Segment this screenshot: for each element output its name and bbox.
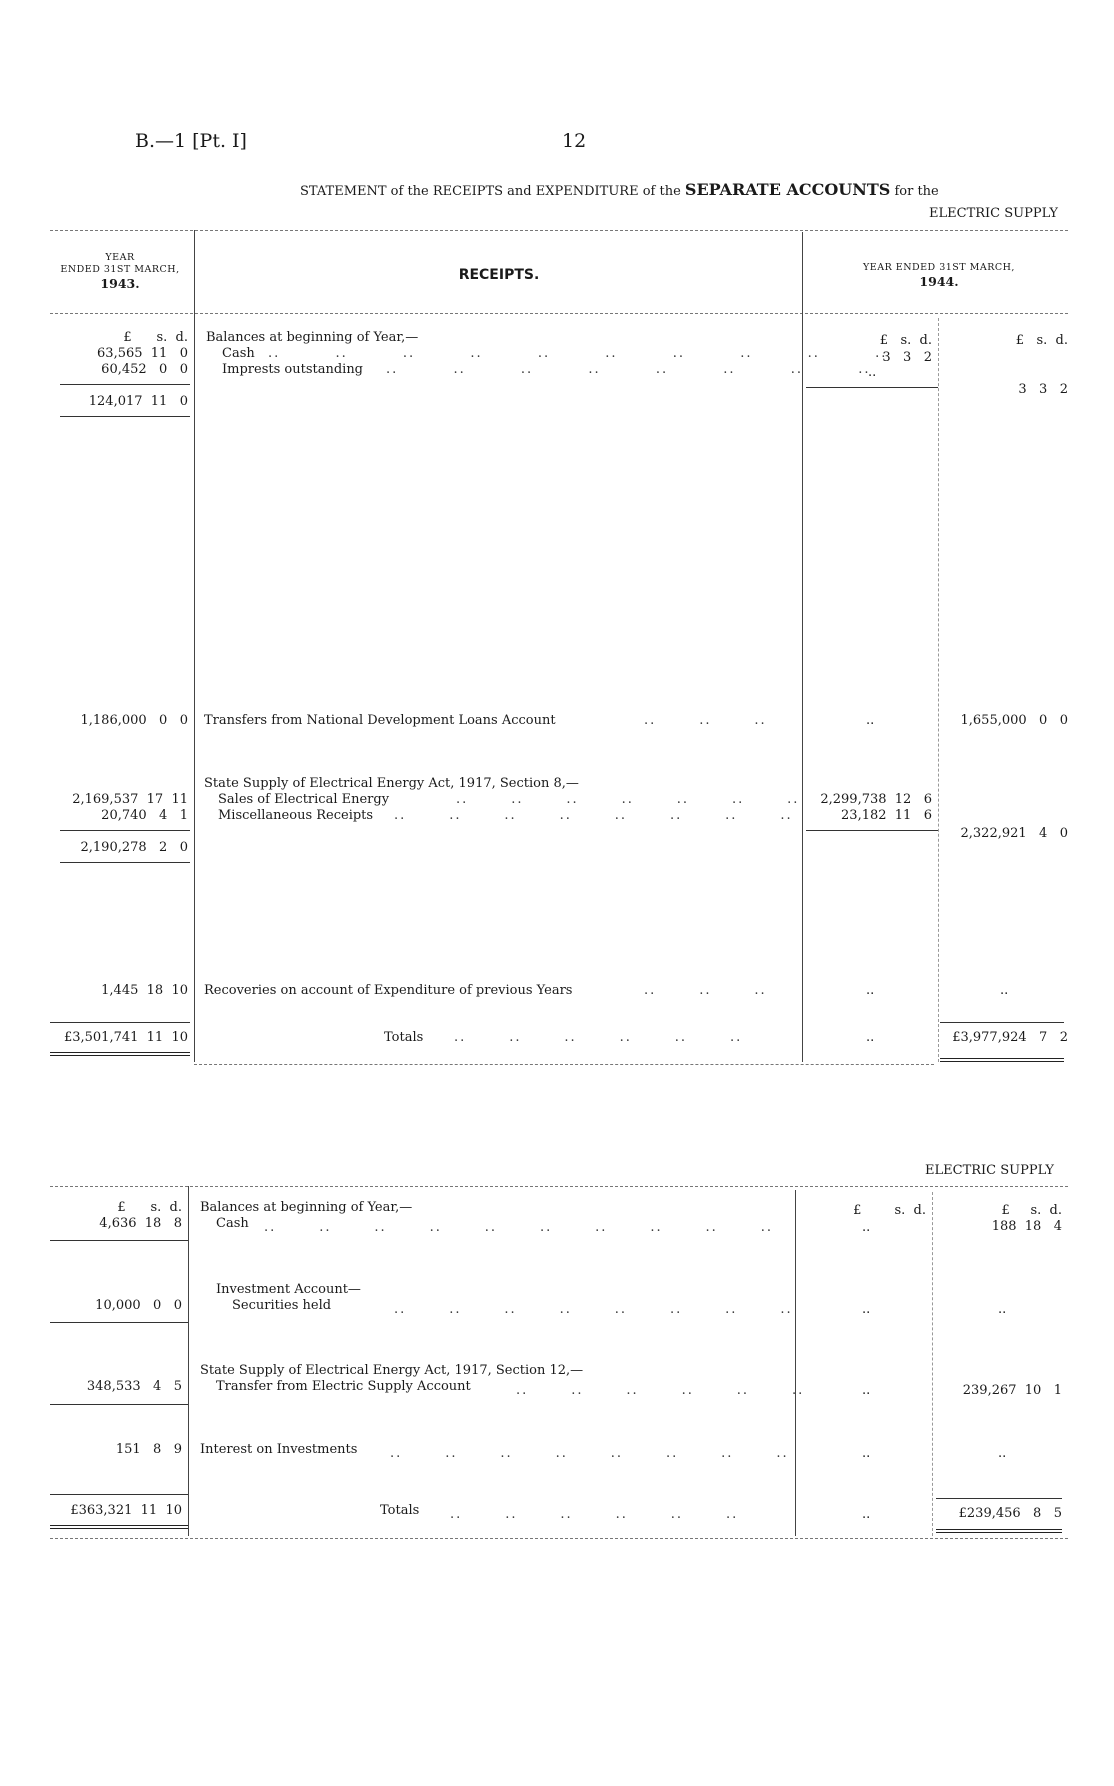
totals-rule	[50, 1494, 188, 1495]
misc-receipts-label: Miscellaneous Receipts	[218, 808, 374, 823]
right-currency-heading: £ s. d.	[1001, 1203, 1062, 1218]
recoveries-prior-amount: 1,445 18 10	[101, 983, 188, 998]
mid-currency-heading: £ s. d.	[879, 333, 932, 348]
title-emphasis: SEPARATE ACCOUNTS	[684, 180, 891, 199]
balances-prior-total: 124,017 11 0	[88, 394, 188, 409]
state-supply-prior-total: 2,190,278 2 0	[80, 840, 188, 855]
investment-current-mid: ..	[862, 1302, 871, 1317]
state-supply-current-total: 2,322,921 4 0	[960, 826, 1068, 841]
totals-double-rule	[50, 1525, 188, 1529]
totals-prior-amount: £363,321 11 10	[70, 1503, 182, 1518]
state-supply-current-mid: ..	[862, 1383, 871, 1398]
table-top-rule	[50, 230, 1068, 231]
transfers-current-amount: ..	[866, 713, 875, 728]
misc-receipts-prior-amount: 20,740 4 1	[101, 808, 188, 823]
state-supply-label: State Supply of Electrical Energy Act, 1917, Section 8,—	[204, 776, 579, 791]
leader-dots: .. .. .. .. .. .. .. ..	[394, 808, 793, 823]
row-rule	[50, 1240, 188, 1241]
subtotal-rule	[60, 862, 190, 863]
balances-prior-amount: 4,636 18 8	[99, 1216, 182, 1231]
leader-dots: .. .. .. .. .. ..	[450, 1507, 739, 1522]
leader-dots: .. .. .. .. .. .. .. ..	[394, 1302, 793, 1317]
totals-double-rule	[940, 1058, 1064, 1062]
sales-prior-amount: 2,169,537 17 11	[72, 792, 188, 807]
transfers-label: Transfers from National Development Loans Account	[204, 713, 556, 728]
page-number: 12	[562, 130, 587, 152]
column-rule-mid	[795, 1190, 796, 1536]
state-supply-current-amount: 239,267 10 1	[962, 1383, 1062, 1398]
investment-label: Investment Account—	[216, 1282, 361, 1297]
recoveries-label: Recoveries on account of Expenditure of previous Years	[204, 983, 573, 998]
cash-prior-amount: 63,565 11 0	[97, 346, 188, 361]
row-rule	[50, 1404, 188, 1405]
totals-current-amount: £3,977,924 7 2	[952, 1030, 1068, 1045]
prior-currency-heading: £ s. d.	[123, 330, 188, 345]
prior-year-header: 1943.	[100, 276, 140, 291]
statement-title	[300, 180, 939, 199]
column-rule-prior	[188, 1186, 189, 1536]
transfers-current-total: 1,655,000 0 0	[960, 713, 1068, 728]
imprests-prior-amount: 60,452 0 0	[101, 362, 188, 377]
imprests-current-amount: ..	[868, 365, 877, 380]
row-rule	[50, 1322, 188, 1323]
interest-prior-amount: 151 8 9	[115, 1442, 182, 1457]
interest-label: Interest on Investments	[200, 1442, 358, 1457]
imprests-label: Imprests outstanding	[222, 362, 364, 377]
leader-dots: .. .. ..	[644, 713, 767, 728]
mid-currency-heading: £ s. d.	[853, 1203, 926, 1218]
investment-prior-amount: 10,000 0 0	[95, 1298, 182, 1313]
totals-current-mid: ..	[862, 1507, 871, 1522]
column-rule-prior	[194, 230, 195, 1062]
leader-dots: .. .. .. .. .. ..	[516, 1383, 805, 1398]
leader-dots: .. .. .. .. .. .. .. ..	[386, 362, 871, 377]
totals-label: Totals	[384, 1030, 424, 1045]
totals-prior-amount: £3,501,741 11 10	[63, 1030, 188, 1045]
bottom-section-subtitle: ELECTRIC SUPPLY	[925, 1163, 1054, 1178]
totals-label: Totals	[380, 1503, 420, 1518]
sales-label: Sales of Electrical Energy	[218, 792, 390, 807]
recoveries-current-amount: ..	[866, 983, 875, 998]
leader-dots: .. .. .. .. .. .. ..	[456, 792, 800, 807]
balances-current-total: 3 3 2	[1018, 382, 1068, 397]
totals-rule	[50, 1022, 190, 1023]
subtotal-rule	[60, 830, 190, 831]
leader-dots: .. .. .. .. .. .. .. .. .. ..	[264, 1220, 773, 1235]
subtotal-rule	[60, 384, 190, 385]
column-rule-right	[938, 318, 939, 1062]
top-section-subtitle: ELECTRIC SUPPLY	[929, 206, 1058, 221]
subtotal-rule	[806, 387, 938, 388]
right-currency-heading: £ s. d.	[1015, 333, 1068, 348]
totals-current-mid: ..	[866, 1030, 875, 1045]
title-prefix: STATEMENT of the RECEIPTS and EXPENDITURE of the	[300, 184, 681, 199]
totals-double-rule	[50, 1052, 190, 1056]
prior-year-header-line2: ENDED 31ST MARCH,	[60, 264, 180, 275]
state-supply-label: State Supply of Electrical Energy Act, 1917, Section 12,—	[200, 1363, 584, 1378]
table-bottom-rule	[50, 1538, 1068, 1539]
cash-current-amount: 3 3 2	[882, 350, 932, 365]
balances-current-mid: ..	[862, 1220, 871, 1235]
recoveries-current-total: ..	[1000, 983, 1009, 998]
table-top-rule	[50, 1186, 1068, 1187]
totals-current-amount: £239,456 8 5	[958, 1506, 1062, 1521]
column-rule-right	[932, 1192, 933, 1536]
table-bottom-rule	[194, 1064, 934, 1065]
leader-dots: .. .. ..	[644, 983, 767, 998]
totals-rule	[936, 1498, 1062, 1499]
page-reference: B.—1 [Pt. I]	[135, 130, 247, 152]
state-supply-prior-amount: 348,533 4 5	[86, 1379, 182, 1394]
prior-currency-heading: £ s. d.	[117, 1200, 182, 1215]
receipts-header: RECEIPTS.	[458, 267, 540, 283]
header-divider	[50, 313, 1068, 314]
balances-label: Balances at beginning of Year,—	[200, 1200, 413, 1215]
leader-dots: .. .. .. .. .. ..	[454, 1030, 743, 1045]
misc-receipts-current-amount: 23,182 11 6	[841, 808, 932, 823]
totals-rule	[940, 1022, 1064, 1023]
cash-label: Cash	[222, 346, 255, 361]
title-suffix: for the	[894, 184, 939, 199]
cash-label: Cash	[216, 1216, 249, 1231]
transfer-label: Transfer from Electric Supply Account	[216, 1379, 471, 1394]
securities-label: Securities held	[232, 1298, 332, 1313]
subtotal-rule	[60, 416, 190, 417]
balances-label: Balances at beginning of Year,—	[206, 330, 419, 345]
leader-dots: .. .. .. .. .. .. .. ..	[390, 1446, 789, 1461]
current-year-header: 1944.	[919, 274, 959, 289]
sales-current-amount: 2,299,738 12 6	[820, 792, 932, 807]
interest-current-mid: ..	[862, 1446, 871, 1461]
investment-current-amount: ..	[998, 1302, 1007, 1317]
interest-current-amount: ..	[998, 1446, 1007, 1461]
totals-double-rule	[936, 1529, 1062, 1533]
prior-year-header-line1: YEAR	[105, 252, 135, 263]
leader-dots: .. .. .. .. .. .. .. .. .. ..	[268, 346, 888, 361]
transfers-prior-amount: 1,186,000 0 0	[80, 713, 188, 728]
subtotal-rule	[806, 830, 938, 831]
balances-current-amount: 188 18 4	[991, 1219, 1062, 1234]
current-year-header-line1: YEAR ENDED 31ST MARCH,	[863, 262, 1015, 273]
